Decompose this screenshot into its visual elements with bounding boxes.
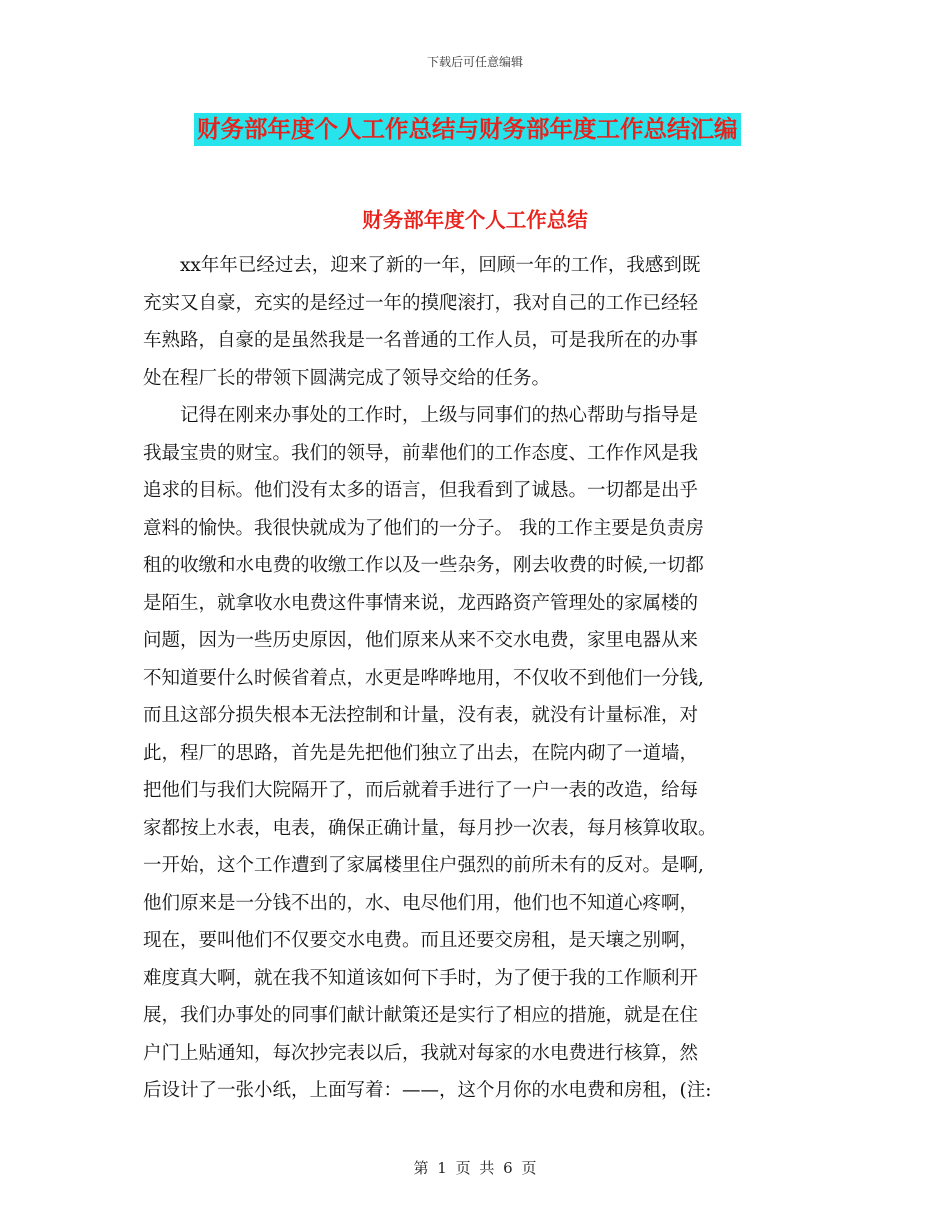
body-text <box>143 247 823 1110</box>
page-footer: 第 1 页 共 6 页 <box>413 1159 537 1177</box>
body-line: 现在，要叫他们不仅要交水电费。而且还要交房租，是天壤之别啊， <box>143 930 699 951</box>
body-line: 不知道要什么时候省着点，水更是哗哗地用，不仅收不到他们一分钱, <box>143 667 704 689</box>
body-line: 一开始，这个工作遭到了家属楼里住户强烈的前所未有的反对。是啊, <box>143 855 704 876</box>
body-line: 追求的目标。他们没有太多的语言，但我看到了诚恳。一切都是出乎 <box>143 480 699 501</box>
body-line: 展，我们办事处的同事们献计献策还是实行了相应的措施，就是在住 <box>143 1005 699 1026</box>
body-line: 是陌生，就拿收水电费这件事情来说，龙西路资产管理处的家属楼的 <box>143 592 699 614</box>
header-note: 下载后可任意编辑 <box>426 55 523 69</box>
section-title: 财务部年度个人工作总结 <box>362 208 588 232</box>
document-title: 财务部年度个人工作总结与财务部年度工作总结汇编 <box>194 113 741 146</box>
body-line: 车熟路，自豪的是虽然我是一名普通的工作人员，可是我所在的办事 <box>143 330 699 351</box>
body-line: 问题，因为一些历史原因，他们原来从来不交水电费，家里电器从来 <box>143 630 699 651</box>
body-line: 难度真大啊，就在我不知道该如何下手时，为了便于我的工作顺利开 <box>143 967 699 989</box>
body-line: 他们原来是一分钱不出的，水、电尽他们用，他们也不知道心疼啊， <box>143 892 699 914</box>
body-line: 意料的愉快。我很快就成为了他们的一分子。 我的工作主要是负责房 <box>143 517 704 539</box>
body-line: xx年年已经过去，迎来了新的一年，回顾一年的工作，我感到既 <box>143 255 701 276</box>
body-line: 处在程厂长的带领下圆满完成了领导交给的任务。 <box>143 367 551 389</box>
body-line: 充实又自豪，充实的是经过一年的摸爬滚打，我对自己的工作已经轻 <box>143 292 699 314</box>
body-line: 而且这部分损失根本无法控制和计量，没有表，就没有计量标准，对 <box>143 705 699 726</box>
body-line: 租的收缴和水电费的收缴工作以及一些杂务，刚去收费的时候,一切都 <box>143 555 704 576</box>
body-line: 我最宝贵的财宝。我们的领导，前辈他们的工作态度、工作作风是我 <box>143 442 699 464</box>
body-line: 把他们与我们大院隔开了，而后就着手进行了一户一表的改造，给每 <box>143 780 699 801</box>
body-line: 此，程厂的思路，首先是先把他们独立了出去，在院内砌了一道墙， <box>143 742 699 764</box>
body-line: 家都按上水表，电表，确保正确计量，每月抄一次表，每月核算收取。 <box>143 817 717 839</box>
body-line: 后设计了一张小纸，上面写着：——，这个月你的水电费和房租，(注: <box>143 1080 712 1101</box>
body-line: 户门上贴通知，每次抄完表以后，我就对每家的水电费进行核算，然 <box>143 1042 699 1064</box>
body-line: 记得在刚来办事处的工作时，上级与同事们的热心帮助与指导是 <box>143 405 699 426</box>
